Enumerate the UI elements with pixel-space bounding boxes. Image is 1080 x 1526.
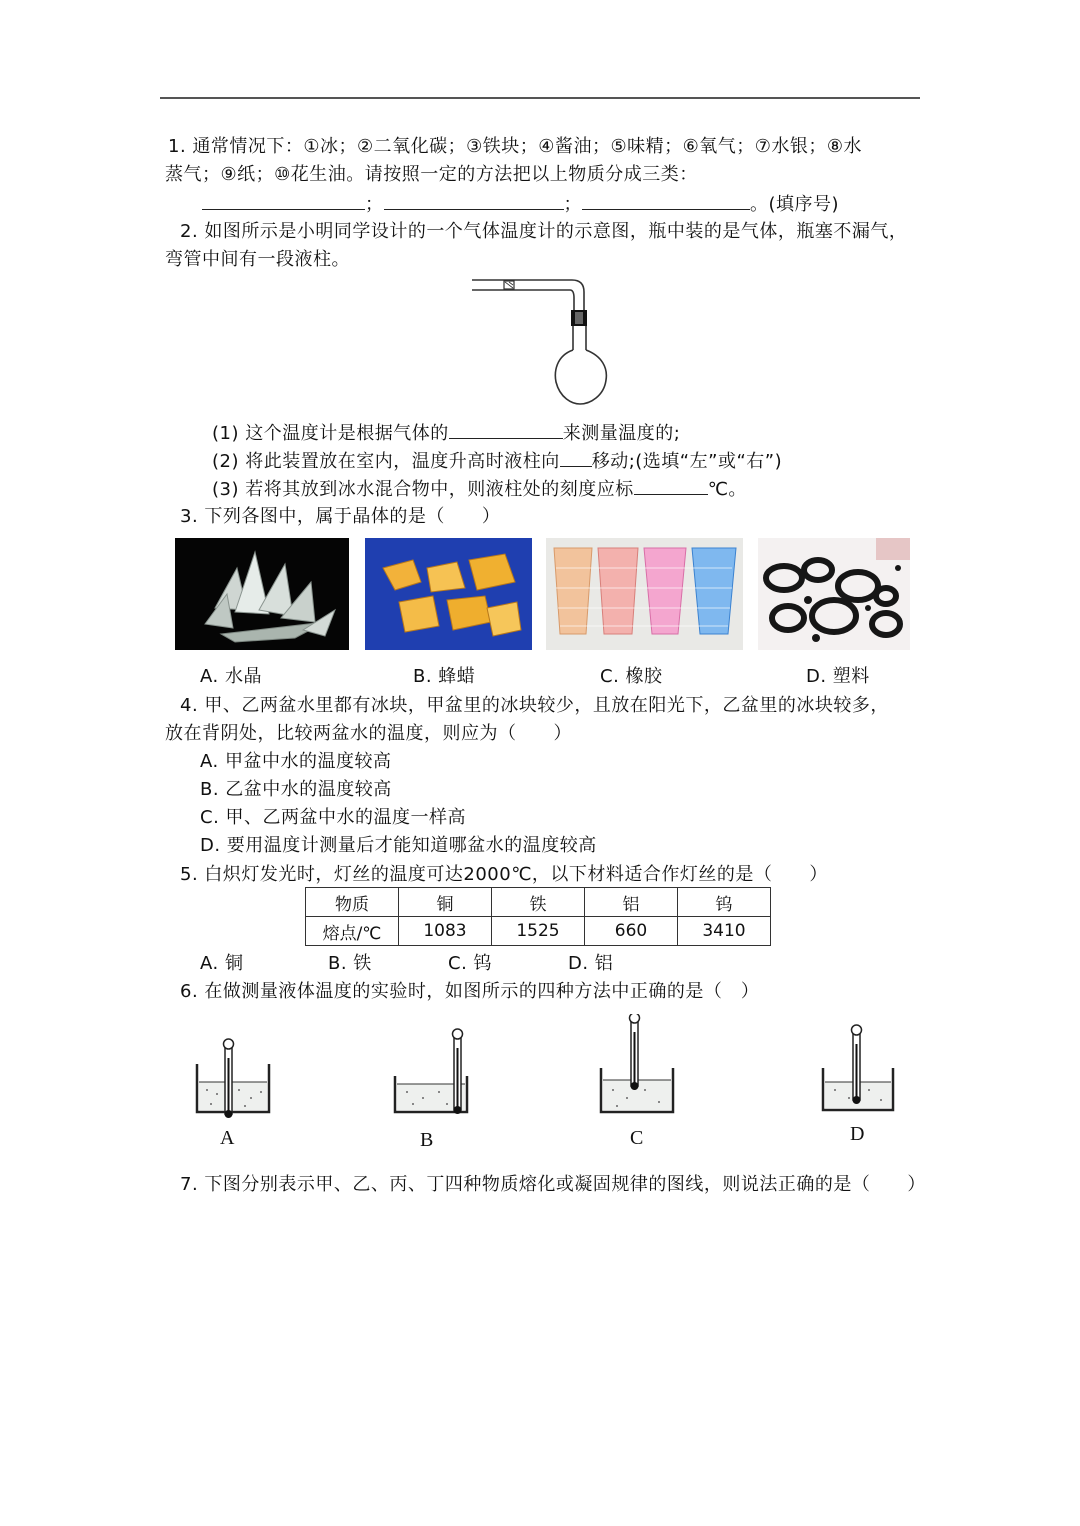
q4-line1: 4. 甲、乙两盆水里都有冰块，甲盆里的冰块较少，且放在阳光下，乙盆里的冰块较多， <box>180 695 889 716</box>
plastic-rings-photo <box>758 538 910 650</box>
q1-answer-row <box>202 189 839 219</box>
table-cell: 铁 <box>492 888 585 917</box>
q7-stem: 7. 下图分别表示甲、乙、丙、丁四种物质熔化或凝固规律的图线，则说法正确的是（ ） <box>180 1174 926 1195</box>
table-cell: 熔点/℃ <box>306 917 399 946</box>
q5-option-b: B. 铁 <box>328 953 372 974</box>
table-row <box>306 917 771 946</box>
q2-sub1-pre: (1) 这个温度计是根据气体的 <box>212 423 449 444</box>
q1-sep-1: ； <box>365 194 384 215</box>
q4-line2: 放在背阴处，比较两盆水的温度，则应为（ ） <box>165 723 572 744</box>
table-cell: 物质 <box>306 888 399 917</box>
table-cell: 3410 <box>678 917 771 946</box>
table-cell: 铝 <box>585 888 678 917</box>
q1-blank-1[interactable] <box>202 189 365 210</box>
q2-line1: 2. 如图所示是小明同学设计的一个气体温度计的示意图，瓶中装的是气体，瓶塞不漏气， <box>180 221 908 242</box>
q3-option-a: A. 水晶 <box>200 666 262 687</box>
thermometer-methods-diagram <box>185 1014 915 1160</box>
q5-stem: 5. 白炽灯发光时，灯丝的温度可达2000℃，以下材料适合作灯丝的是（ ） <box>180 864 828 885</box>
gas-thermometer-diagram <box>470 276 620 408</box>
table-cell: 铜 <box>399 888 492 917</box>
rubber-cups-photo <box>546 538 743 650</box>
q1-line2: 蒸气；⑨纸；⑩花生油。请按照一定的方法把以上物质分成三类： <box>165 164 698 185</box>
q2-sub1-post: 来测量温度的; <box>562 423 681 444</box>
q1-blank-2[interactable] <box>384 189 564 210</box>
crystal-quartz-photo <box>175 538 349 650</box>
table-cell: 1525 <box>492 917 585 946</box>
beaker-a <box>197 1039 269 1118</box>
table-cell: 钨 <box>678 888 771 917</box>
q2-sub3 <box>212 474 747 504</box>
beaker-b <box>395 1029 467 1114</box>
q5-option-a: A. 铜 <box>200 953 244 974</box>
q1-sep-2: ； <box>563 194 582 215</box>
table-header-row <box>306 888 771 917</box>
q1-tail: 。(填序号) <box>750 194 840 215</box>
q2-sub2 <box>212 446 782 476</box>
q2-sub3-pre: (3) 若将其放到冰水混合物中，则液柱处的刻度应标 <box>212 479 634 500</box>
q2-sub1 <box>212 418 680 448</box>
q6-label-b: B <box>420 1129 434 1151</box>
q3-stem: 3. 下列各图中，属于晶体的是（ ） <box>180 506 501 527</box>
q2-sub3-post: ℃。 <box>707 479 747 500</box>
q4-option-a: A. 甲盆中水的温度较高 <box>200 751 392 772</box>
q2-blank-3[interactable] <box>634 474 708 495</box>
header-rule <box>160 97 920 99</box>
q1-line1: 1. 通常情况下：①冰；②二氧化碳；③铁块；④酱油；⑤味精；⑥氧气；⑦水银；⑧水 <box>168 136 862 157</box>
q3-option-b: B. 蜂蜡 <box>413 666 476 687</box>
q2-blank-1[interactable] <box>449 418 563 439</box>
melting-point-table <box>305 887 771 946</box>
q2-blank-2[interactable] <box>560 446 592 467</box>
q4-option-b: B. 乙盆中水的温度较高 <box>200 779 392 800</box>
q3-option-c: C. 橡胶 <box>600 666 663 687</box>
q6-label-d: D <box>850 1123 865 1145</box>
table-cell: 1083 <box>399 917 492 946</box>
beaker-c <box>601 1014 673 1112</box>
q2-line2: 弯管中间有一段液柱。 <box>165 249 350 270</box>
beeswax-photo <box>365 538 532 650</box>
q2-sub2-post: 移动;(选填“左”或“右”) <box>591 451 783 472</box>
q4-option-d: D. 要用温度计测量后才能知道哪盆水的温度较高 <box>200 835 597 856</box>
q5-option-c: C. 钨 <box>448 953 493 974</box>
q3-option-d: D. 塑料 <box>806 666 870 687</box>
table-cell: 660 <box>585 917 678 946</box>
q6-stem: 6. 在做测量液体温度的实验时，如图所示的四种方法中正确的是（ ） <box>180 981 760 1002</box>
q6-label-a: A <box>220 1127 235 1149</box>
q6-label-c: C <box>630 1127 644 1149</box>
q1-blank-3[interactable] <box>582 189 750 210</box>
q2-sub2-pre: (2) 将此装置放在室内，温度升高时液柱向 <box>212 451 560 472</box>
beaker-d <box>823 1025 893 1110</box>
q5-option-d: D. 铝 <box>568 953 614 974</box>
q4-option-c: C. 甲、乙两盆中水的温度一样高 <box>200 807 467 828</box>
